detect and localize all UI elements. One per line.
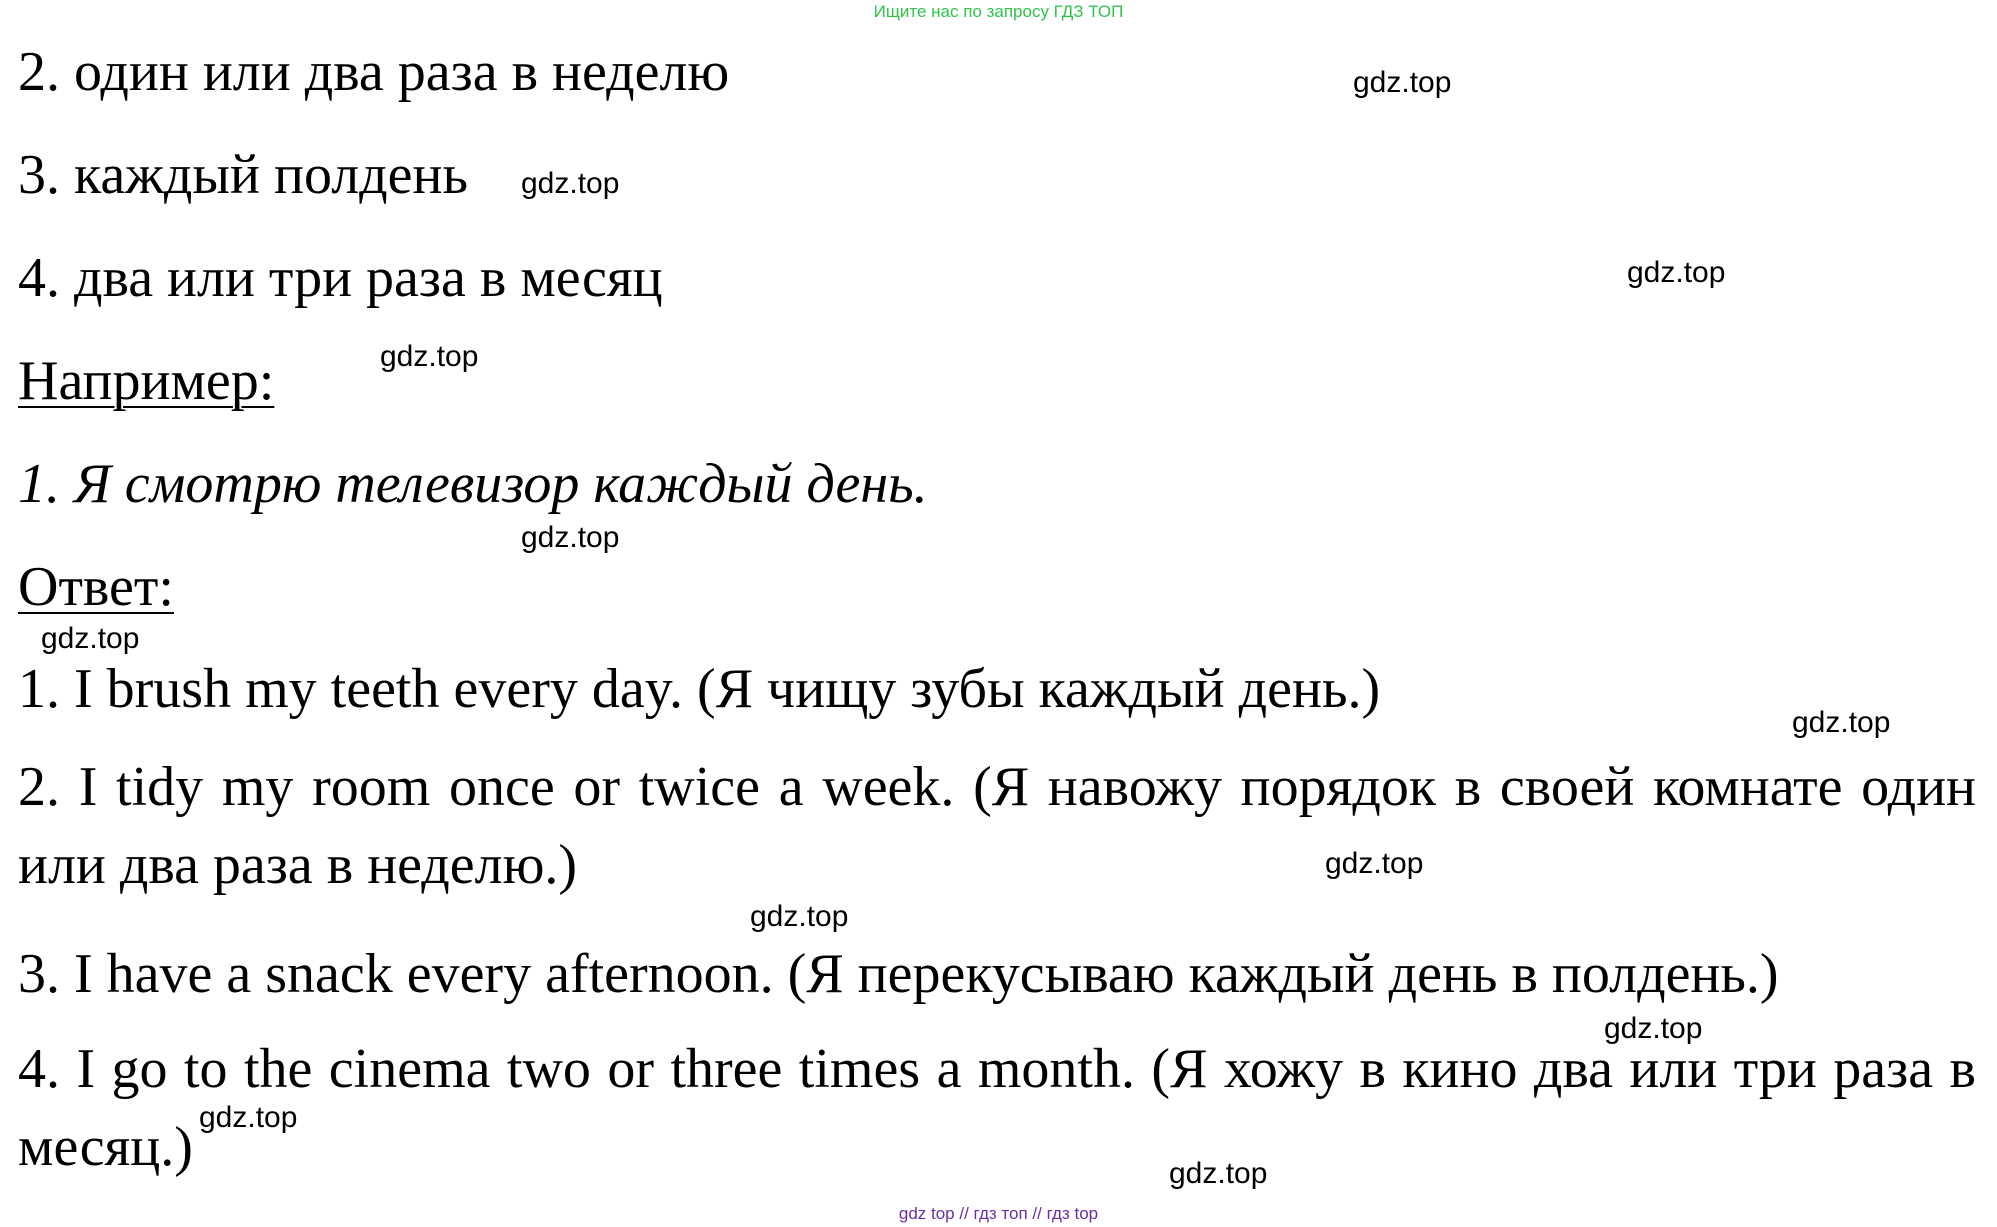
example-sentence: 1. Я смотрю телевизор каждый день.	[18, 453, 928, 515]
footer-link-gdz-top[interactable]: gdz top	[898, 1204, 955, 1223]
footer-links	[0, 1204, 1997, 1224]
watermark: gdz.top	[380, 340, 479, 373]
task-line-4: 4. два или три раза в месяц	[18, 247, 663, 309]
task-line-2: 2. один или два раза в неделю	[18, 41, 730, 103]
watermark: gdz.top	[1353, 66, 1452, 99]
top-banner-text: Ищите нас по запросу ГДЗ ТОП	[873, 2, 1124, 21]
watermark: gdz.top	[199, 1101, 298, 1134]
example-heading: Например:	[18, 350, 275, 412]
watermark: gdz.top	[1169, 1157, 1268, 1190]
watermark: gdz.top	[1325, 847, 1424, 880]
task-line-3: 3. каждый полдень	[18, 144, 469, 206]
watermark: gdz.top	[1604, 1012, 1703, 1045]
watermark: gdz.top	[41, 622, 140, 655]
watermark: gdz.top	[521, 167, 620, 200]
watermark: gdz.top	[1627, 256, 1726, 289]
footer-link-gdz-top-mixed[interactable]: гдз top	[1046, 1204, 1099, 1223]
answer-item-4: 4. I go to the cinema two or three times a month. (Я хожу в кино два или три раза в месяц.)	[18, 1038, 1976, 1178]
footer-link-gdz-top-ru[interactable]: гдз топ	[973, 1204, 1028, 1223]
watermark: gdz.top	[521, 521, 620, 554]
answer-item-1: 1. I brush my teeth every day. (Я чищу зубы каждый день.)	[18, 658, 1381, 720]
top-banner	[0, 2, 1997, 22]
watermark: gdz.top	[750, 900, 849, 933]
answer-item-3: 3. I have a snack every afternoon. (Я перекусываю каждый день в полдень.)	[18, 943, 1779, 1005]
footer-separator: //	[1032, 1204, 1042, 1223]
watermark: gdz.top	[1792, 706, 1891, 739]
answer-item-2: 2. I tidy my room once or twice a week. (Я навожу порядок в своей комнате один или два раза в неделю.)	[18, 756, 1976, 896]
answer-heading: Ответ:	[18, 556, 174, 618]
footer-separator: //	[959, 1204, 969, 1223]
